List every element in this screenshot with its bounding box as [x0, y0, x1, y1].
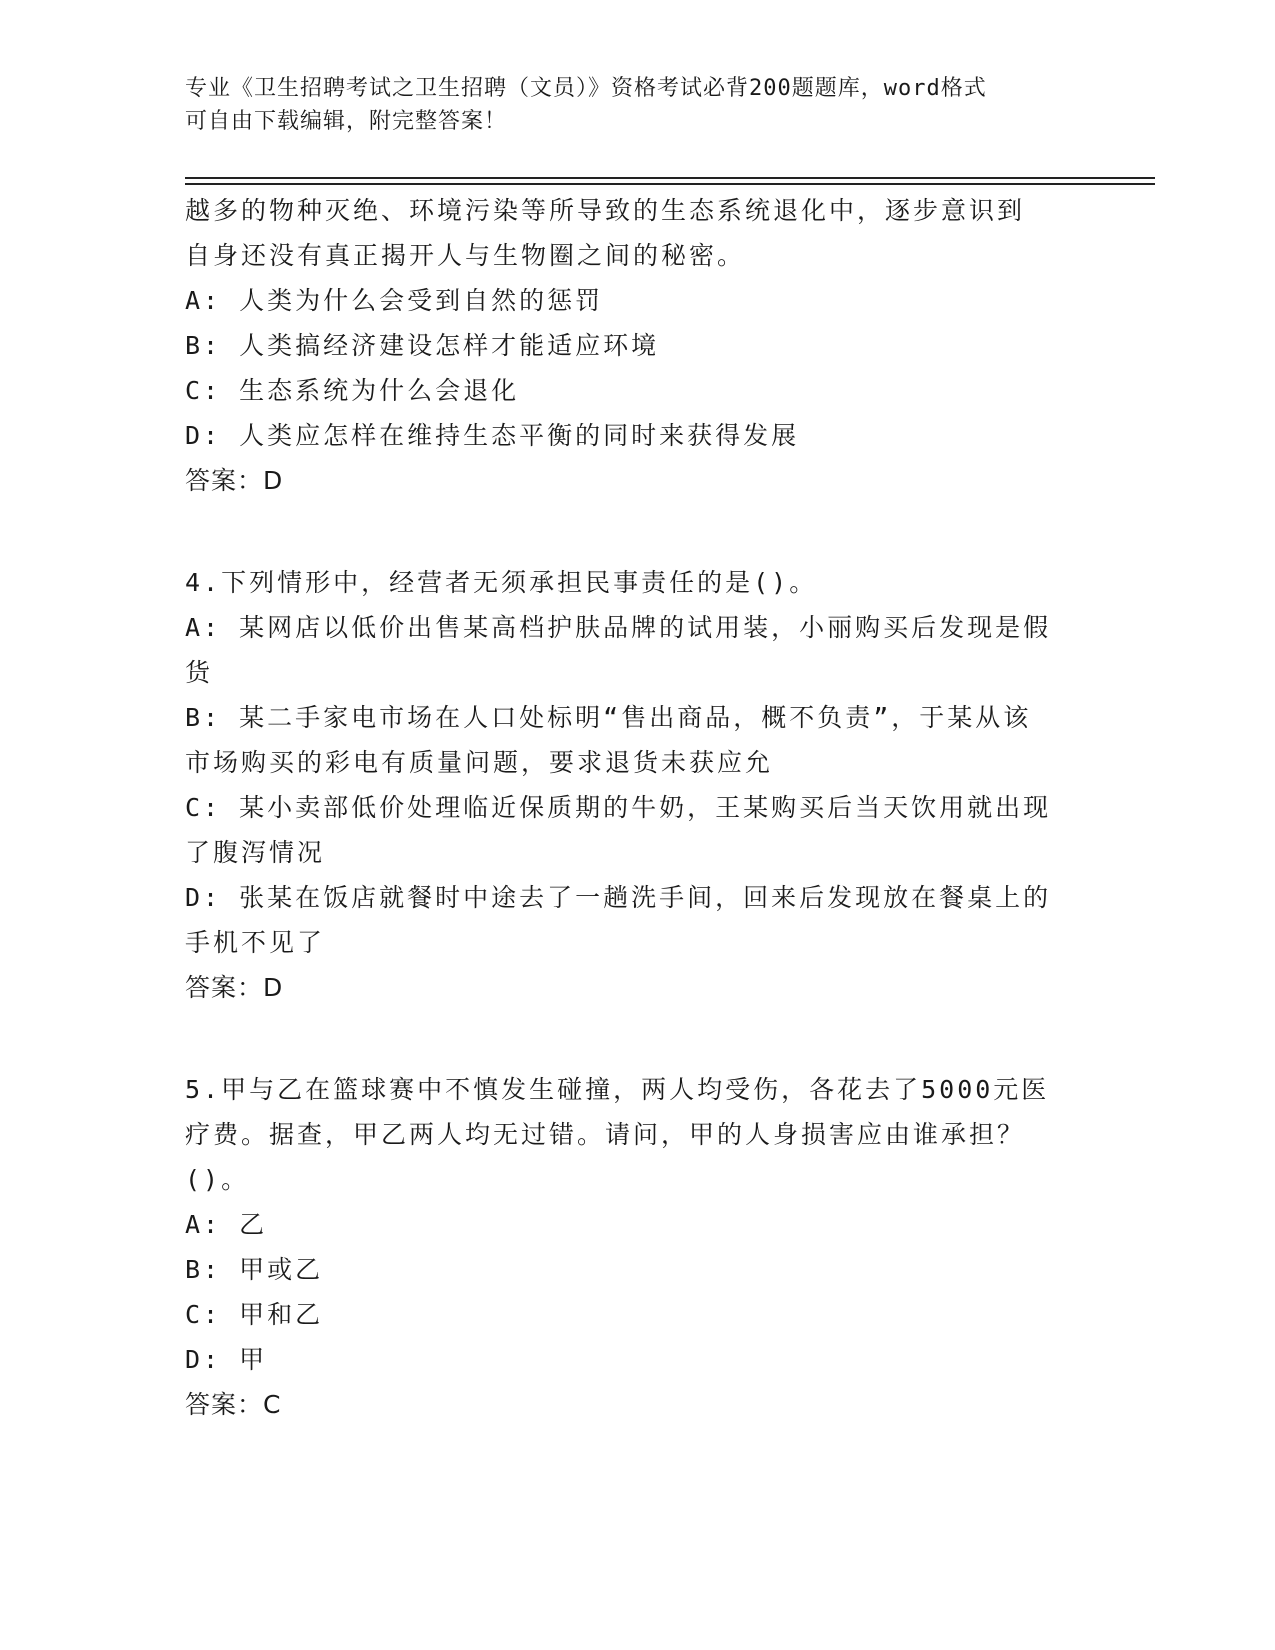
header-divider-bottom	[185, 183, 1155, 185]
header-divider-top	[185, 177, 1155, 179]
question-4-answer: 答案：D	[185, 973, 284, 1002]
question-3-option-c: C: 生态系统为什么会退化	[185, 376, 520, 405]
question-3-continuation-line-1: 越多的物种灭绝、环境污染等所导致的生态系统退化中，逐步意识到	[185, 196, 1026, 225]
question-4-option-d-line-2: 手机不见了	[185, 928, 326, 957]
question-5-stem-line-2: 疗费。据查，甲乙两人均无过错。请问，甲的人身损害应由谁承担？	[185, 1120, 1026, 1149]
question-5-stem-line-1: 5.甲与乙在篮球赛中不慎发生碰撞，两人均受伤，各花去了5000元医	[185, 1075, 1050, 1104]
question-4-option-b-line-2: 市场购买的彩电有质量问题，要求退货未获应允	[185, 748, 774, 777]
question-4-option-a-line-1: A: 某网店以低价出售某高档护肤品牌的试用装，小丽购买后发现是假	[185, 613, 1052, 642]
question-3-option-d: D: 人类应怎样在维持生态平衡的同时来获得发展	[185, 421, 800, 450]
question-5-option-b: B: 甲或乙	[185, 1255, 324, 1284]
question-5-option-a: A: 乙	[185, 1210, 268, 1239]
question-3-option-b: B: 人类搞经济建设怎样才能适应环境	[185, 331, 660, 360]
question-4-stem: 4.下列情形中，经营者无须承担民事责任的是()。	[185, 568, 818, 597]
document-header	[185, 72, 1085, 138]
question-4-option-c-line-1: C: 某小卖部低价处理临近保质期的牛奶，王某购买后当天饮用就出现	[185, 793, 1052, 822]
question-4-option-c-line-2: 了腹泻情况	[185, 838, 326, 867]
question-3-continuation-line-2: 自身还没有真正揭开人与生物圈之间的秘密。	[185, 241, 746, 270]
header-line-1: 专业《卫生招聘考试之卫生招聘（文员）》资格考试必背200题题库，word格式	[185, 76, 987, 101]
question-4	[185, 560, 1085, 1010]
question-5-option-c: C: 甲和乙	[185, 1300, 324, 1329]
question-4-option-b-line-1: B: 某二手家电市场在人口处标明“售出商品，概不负责”，于某从该	[185, 703, 1032, 732]
question-4-option-d-line-1: D: 张某在饭店就餐时中途去了一趟洗手间，回来后发现放在餐桌上的	[185, 883, 1052, 912]
question-3	[185, 188, 1085, 503]
header-line-2: 可自由下载编辑，附完整答案！	[185, 109, 508, 134]
question-5-option-d: D: 甲	[185, 1345, 268, 1374]
question-5-answer: 答案：C	[185, 1390, 282, 1419]
question-3-option-a: A: 人类为什么会受到自然的惩罚	[185, 286, 604, 315]
question-5-stem-line-3: ()。	[185, 1165, 250, 1194]
question-content	[185, 188, 1085, 1427]
question-3-answer: 答案：D	[185, 466, 284, 495]
question-5	[185, 1067, 1085, 1427]
question-4-option-a-line-2: 货	[185, 658, 214, 687]
